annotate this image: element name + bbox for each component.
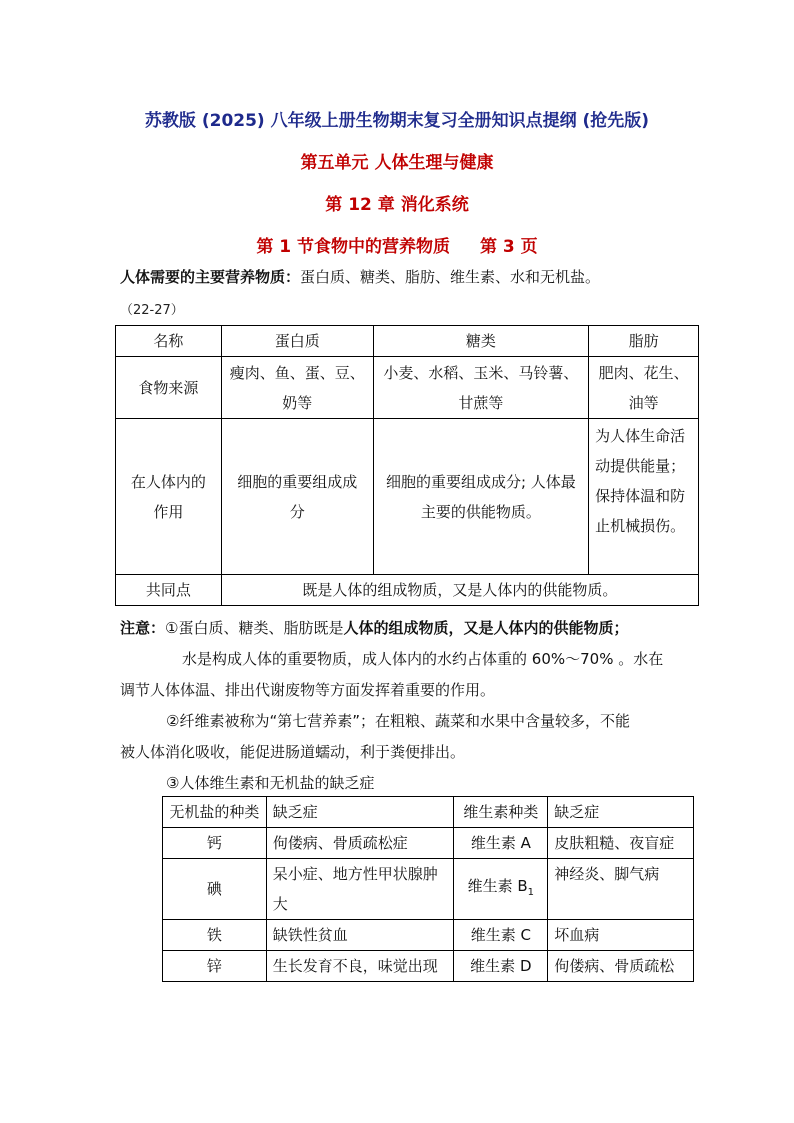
intro-line bbox=[120, 266, 600, 287]
chapter-title: 第 12 章 消化系统 bbox=[325, 195, 469, 215]
note-1-line-3: 调节人体体温、排出代谢废物等方面发挥着重要的作用。 bbox=[120, 681, 496, 699]
deficiency-table bbox=[162, 796, 694, 982]
cell-carb: 小麦、水稻、玉米、马铃薯、甘蔗等 bbox=[373, 357, 589, 419]
cell-fat: 肥肉、花生、油等 bbox=[589, 357, 699, 419]
header-fat: 脂肪 bbox=[589, 326, 699, 357]
vitamin-cell bbox=[454, 859, 548, 920]
note-3: ③人体维生素和无机盐的缺乏症 bbox=[166, 774, 375, 792]
note-label: 注意： bbox=[120, 619, 166, 637]
table-row bbox=[163, 859, 694, 920]
table-header-row bbox=[163, 797, 694, 828]
vitamin-deficiency-cell: 坏血病 bbox=[548, 920, 694, 951]
cell-fat: 为人体生命活动提供能量；保持体温和防止机械损伤。 bbox=[589, 419, 699, 575]
note-2: ②纤维素被称为“第七营养素”；在粗粮、蔬菜和水果中含量较多，不能 bbox=[166, 712, 630, 730]
mineral-deficiency-cell: 佝偻病、骨质疏松症 bbox=[266, 828, 454, 859]
mineral-deficiency-cell: 生长发育不良，味觉出现 bbox=[266, 951, 454, 982]
header-name: 名称 bbox=[116, 326, 222, 357]
table-row bbox=[163, 920, 694, 951]
vitamin-subscript: 1 bbox=[527, 886, 535, 898]
vitamin-cell bbox=[454, 828, 548, 859]
intro-label: 人体需要的主要营养物质： bbox=[120, 268, 301, 286]
intro-text: 蛋白质、糖类、脂肪、维生素、水和无机盐。 bbox=[300, 268, 601, 286]
table-row bbox=[116, 575, 699, 606]
note-1-line-2: 水是构成人体的重要物质，成人体内的水约占体重的 60%～70% 。水在 bbox=[182, 650, 664, 668]
vitamin-deficiency-cell: 皮肤粗糙、夜盲症 bbox=[548, 828, 694, 859]
table-row bbox=[116, 357, 699, 419]
header-mineral-deficiency: 缺乏症 bbox=[266, 797, 454, 828]
cell-carb: 细胞的重要组成成分; 人体最主要的供能物质。 bbox=[373, 419, 589, 575]
document-title: 苏教版 (2025) 八年级上册生物期末复习全册知识点提纲 (抢先版) bbox=[144, 111, 650, 131]
header-protein: 蛋白质 bbox=[221, 326, 373, 357]
note-1 bbox=[120, 613, 680, 644]
vitamin-name: 维生素 D bbox=[470, 957, 532, 975]
mineral-deficiency-cell: 呆小症、地方性甲状腺肿大 bbox=[266, 859, 454, 920]
vitamin-cell bbox=[454, 920, 548, 951]
vitamin-deficiency-cell: 佝偻病、骨质疏松 bbox=[548, 951, 694, 982]
vitamin-name: 维生素 B bbox=[467, 876, 528, 895]
unit-title: 第五单元 人体生理与健康 bbox=[300, 153, 494, 173]
vitamin-name: 维生素 A bbox=[470, 834, 531, 852]
header-vitamin: 维生素种类 bbox=[454, 797, 548, 828]
table-row bbox=[116, 419, 699, 575]
mineral-cell: 锌 bbox=[163, 951, 267, 982]
header-mineral: 无机盐的种类 bbox=[163, 797, 267, 828]
vitamin-name: 维生素 C bbox=[470, 926, 531, 944]
mineral-cell: 钙 bbox=[163, 828, 267, 859]
table-row bbox=[163, 828, 694, 859]
vitamin-cell bbox=[454, 951, 548, 982]
note-1-emphasis: 人体的组成物质，又是人体内的供能物质； bbox=[343, 619, 629, 637]
cell-protein: 瘦肉、鱼、蛋、豆、奶等 bbox=[221, 357, 373, 419]
notes-section bbox=[120, 613, 680, 799]
vitamin-deficiency-cell: 神经炎、脚气病 bbox=[548, 859, 694, 920]
mineral-cell: 碘 bbox=[163, 859, 267, 920]
nutrient-table bbox=[115, 325, 699, 606]
row-label: 食物来源 bbox=[116, 357, 222, 419]
table-header-row bbox=[116, 326, 699, 357]
row-label: 在人体内的作用 bbox=[116, 419, 222, 575]
header-vitamin-deficiency: 缺乏症 bbox=[548, 797, 694, 828]
header-carb: 糖类 bbox=[373, 326, 589, 357]
section-title bbox=[0, 232, 794, 257]
page-range: （22-27） bbox=[120, 303, 184, 318]
note-2-line-2: 被人体消化吸收，能促进肠道蠕动，利于粪便排出。 bbox=[120, 743, 466, 761]
page-reference: 第 3 页 bbox=[480, 237, 538, 257]
mineral-deficiency-cell: 缺铁性贫血 bbox=[266, 920, 454, 951]
cell-protein: 细胞的重要组成成分 bbox=[221, 419, 373, 575]
mineral-cell: 铁 bbox=[163, 920, 267, 951]
common-text: 既是人体的组成物质，又是人体内的供能物质。 bbox=[221, 575, 698, 606]
common-label: 共同点 bbox=[116, 575, 222, 606]
table-row bbox=[163, 951, 694, 982]
note-1-prefix: ①蛋白质、糖类、脂肪既是 bbox=[165, 619, 344, 637]
section-name: 第 1 节食物中的营养物质 bbox=[256, 237, 450, 257]
